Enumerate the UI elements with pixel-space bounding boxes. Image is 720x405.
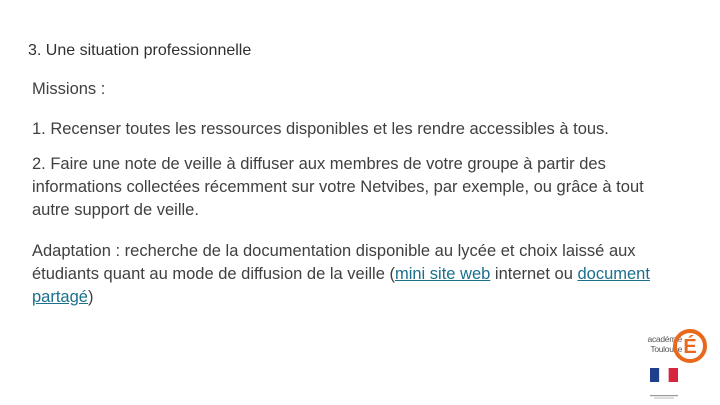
adaptation-paragraph <box>32 240 682 309</box>
republique-francaise-logo <box>650 368 678 390</box>
slide-content <box>32 78 682 309</box>
missions-label: Missions : <box>32 80 106 98</box>
academie-logo-line1: académie <box>647 334 682 344</box>
adaptation-text-before: Adaptation : recherche de la documentation disponible au lycée et choix laissé aux étudiants quant au mode de diffusion de la veille ( <box>32 242 636 283</box>
slide-title: 3. Une situation professionnelle <box>28 42 252 59</box>
academie-logo-letter: É <box>683 336 697 358</box>
academie-toulouse-logo <box>646 322 708 364</box>
mission-item-1: 1. Recenser toutes les ressources disponibles et les rendre accessibles à tous. <box>32 120 609 138</box>
academie-logo-line2: Toulouse <box>650 344 682 354</box>
mini-site-web-link[interactable]: mini site web <box>394 265 491 283</box>
french-flag-icon <box>650 368 678 382</box>
document-partage-link[interactable]: document partagé <box>32 265 650 306</box>
mission-item-2: 2. Faire une note de veille à diffuser aux membres de votre groupe à partir des informations collectées récemment sur votre Netvibes, par exemple, ou grâce à tout autre support de veille. <box>32 155 644 219</box>
adaptation-text-after: ) <box>87 288 94 306</box>
republique-text-mark <box>650 394 678 400</box>
academie-e-icon <box>672 322 708 364</box>
adaptation-text-middle: internet ou <box>490 265 578 283</box>
